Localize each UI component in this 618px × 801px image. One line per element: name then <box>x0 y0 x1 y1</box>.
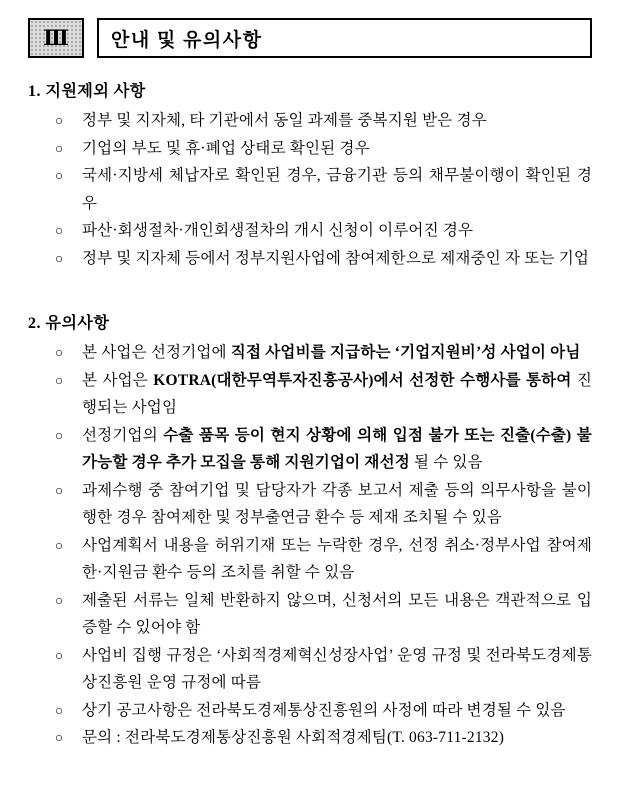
bold-text-segment: 수출 품목 등이 현지 상황에 의해 입점 불가 또는 진출(수출) 불가능할 경우 추가 모집을 통해 지원기업이 재선정 <box>82 426 592 471</box>
list-item-text <box>82 697 592 725</box>
list-item-text <box>82 724 592 752</box>
text-segment: 정부 및 지자체, 타 기관에서 동일 과제를 중복지원 받은 경우 <box>82 112 487 129</box>
text-segment: 제출된 서류는 일체 반환하지 않으며, 신청서의 모든 내용은 객관적으로 입증할 수 있어야 함 <box>82 591 592 636</box>
section-number-badge <box>28 18 84 58</box>
list-item-text <box>82 107 592 135</box>
section <box>28 310 592 752</box>
page-title: 안내 및 유의사항 <box>111 29 263 51</box>
title-box <box>97 18 592 58</box>
list-item-text <box>82 339 592 367</box>
list-item-text <box>82 587 592 642</box>
circle-bullet-icon: ○ <box>55 140 64 156</box>
list-item <box>28 339 592 367</box>
section <box>28 78 592 272</box>
list-item-text <box>82 477 592 532</box>
text-segment: 과제수행 중 참여기업 및 담당자가 각종 보고서 제출 등의 의무사항을 불이행한 경우 참여제한 및 정부출연금 환수 등 제재 조치될 수 있음 <box>82 481 592 526</box>
list-item <box>28 245 592 273</box>
section-list <box>28 339 592 752</box>
list-item <box>28 422 592 477</box>
list-item <box>28 477 592 532</box>
bold-text-segment: 직접 사업비를 지급하는 ‘기업지원비’성 사업이 아님 <box>230 344 581 361</box>
text-segment: 사업계획서 내용을 허위기재 또는 누락한 경우, 선정 취소·정부사업 참여제한·지원금 환수 등의 조치를 취할 수 있음 <box>82 536 592 581</box>
list-item-text <box>82 217 592 245</box>
circle-bullet-icon: ○ <box>55 345 64 360</box>
bold-text-segment: KOTRA(대한무역투자진흥공사)에서 선정한 수행사를 통하여 <box>153 371 572 389</box>
list-item-text <box>82 135 592 163</box>
section-heading: 1. 지원제외 사항 <box>28 83 146 100</box>
text-segment: 상기 공고사항은 전라북도경제통상진흥원의 사정에 따라 변경될 수 있음 <box>82 701 566 719</box>
list-item <box>28 642 592 697</box>
circle-bullet-icon: ○ <box>55 113 64 128</box>
text-segment: 정부 및 지자체 등에서 정부지원사업에 참여제한으로 제재중인 자 또는 기업 <box>82 249 590 267</box>
circle-bullet-icon: ○ <box>55 372 64 388</box>
document-header <box>28 18 592 58</box>
circle-bullet-icon: ○ <box>55 223 64 238</box>
list-item <box>28 587 592 642</box>
circle-bullet-icon: ○ <box>55 168 64 183</box>
text-segment: 진행되는 사업임 <box>82 371 592 416</box>
text-segment: 파산·회생절차·개인회생절차의 개시 신청이 이루어진 경우 <box>82 222 474 239</box>
section-heading: 2. 유의사항 <box>28 315 110 332</box>
list-item-text <box>82 367 592 422</box>
list-item-text <box>82 532 592 587</box>
list-item <box>28 135 592 163</box>
list-item <box>28 724 592 752</box>
text-segment: 사업비 집행 규정은 ‘사회적경제혁신성장사업’ 운영 규정 및 전라북도경제통상진흥원 운영 규정에 따름 <box>82 646 592 691</box>
circle-bullet-icon: ○ <box>55 537 64 553</box>
text-segment: 본 사업은 <box>82 371 154 389</box>
list-item <box>28 367 592 422</box>
text-segment: 될 수 있음 <box>409 454 483 471</box>
section-list <box>28 107 592 272</box>
list-item <box>28 532 592 587</box>
list-item-text <box>82 162 592 217</box>
circle-bullet-icon: ○ <box>55 250 64 266</box>
list-item-text <box>82 245 592 273</box>
list-item-text <box>82 422 592 477</box>
list-item-text <box>82 642 592 697</box>
list-item <box>28 697 592 725</box>
list-item <box>28 162 592 217</box>
circle-bullet-icon: ○ <box>55 482 64 498</box>
text-segment: 기업의 부도 및 휴·폐업 상태로 확인된 경우 <box>82 139 370 157</box>
circle-bullet-icon: ○ <box>55 702 64 718</box>
text-segment: 선정기업의 <box>82 426 164 444</box>
list-item <box>28 107 592 135</box>
circle-bullet-icon: ○ <box>55 647 64 663</box>
circle-bullet-icon: ○ <box>55 427 64 443</box>
text-segment: 문의 : 전라북도경제통상진흥원 사회적경제팀(T. 063-711-2132) <box>82 729 505 746</box>
list-item <box>28 217 592 245</box>
circle-bullet-icon: ○ <box>55 592 64 608</box>
text-segment: 본 사업은 선정기업에 <box>82 344 231 361</box>
section-number: Ⅲ <box>43 26 69 50</box>
sections-container <box>28 78 592 752</box>
text-segment: 국세·지방세 체납자로 확인된 경우, 금융기관 등의 채무불이행이 확인된 경우 <box>82 167 592 212</box>
circle-bullet-icon: ○ <box>55 730 64 745</box>
